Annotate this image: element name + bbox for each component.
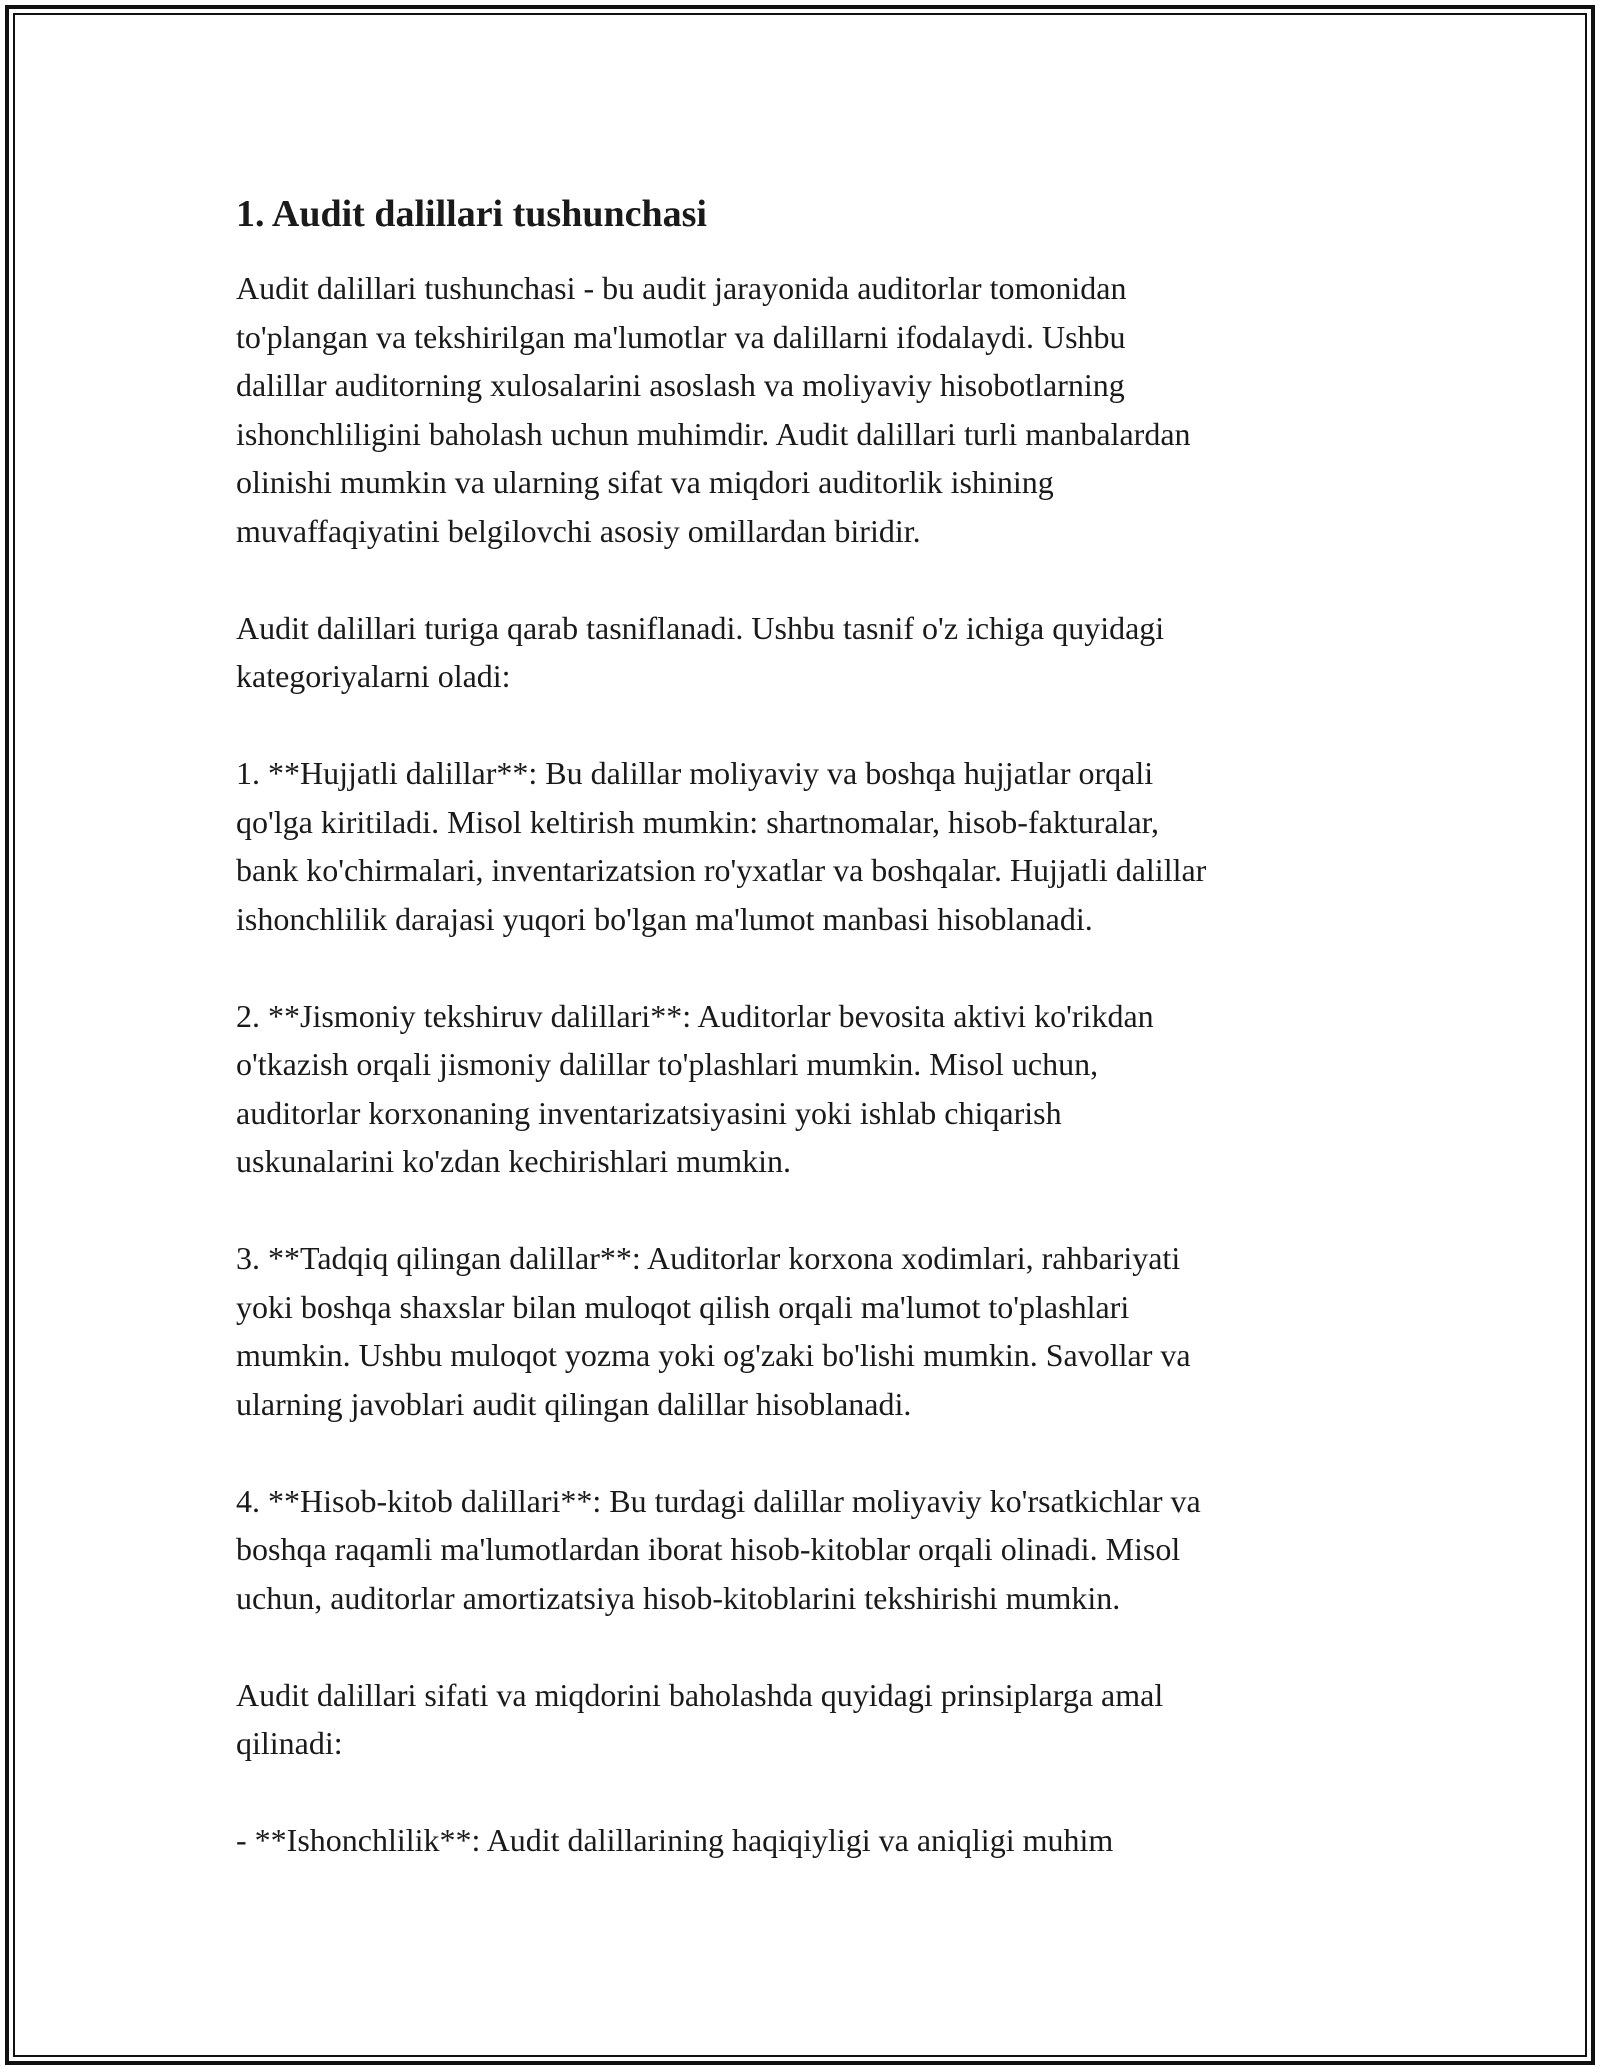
- text-line: qo'lga kiritiladi. Misol keltirish mumkin: shartnomalar, hisob-fakturalar,: [236, 803, 1160, 840]
- text-line: ishonchliligini baholash uchun muhimdir. Audit dalillari turli manbalardan: [236, 415, 1191, 452]
- text-line: bank ko'chirmalari, inventarizatsion ro'yxatlar va boshqalar. Hujjatli dalillar: [236, 852, 1207, 888]
- text-line: to'plangan va tekshirilgan ma'lumotlar va dalillarni ifodalaydi. Ushbu: [236, 318, 1126, 355]
- text-line: auditorlar korxonaning inventarizatsiyasini yoki ishlab chiqarish: [236, 1094, 1062, 1131]
- text-line: 1. **Hujjatli dalillar**: Bu dalillar moliyaviy va boshqa hujjatlar orqali: [236, 755, 1154, 791]
- text-line: Audit dalillari tushunchasi - bu audit jarayonida auditorlar tomonidan: [236, 270, 1127, 306]
- paragraph-classification: [236, 604, 1366, 701]
- text-line: boshqa raqamli ma'lumotlardan iborat hisob-kitoblar orqali olinadi. Misol: [236, 1531, 1181, 1567]
- text-line: Audit dalillari sifati va miqdorini baholashda quyidagi prinsiplarga amal: [236, 1676, 1164, 1713]
- text-line: qilinadi:: [236, 1725, 343, 1761]
- text-line: uskunalarini ko'zdan kechirishlari mumkin.: [236, 1143, 791, 1179]
- list-item-documentary-evidence: [236, 749, 1366, 943]
- text-line: ishonchlilik darajasi yuqori bo'lgan ma'lumot manbasi hisoblanadi.: [236, 900, 1093, 937]
- text-line: yoki boshqa shaxslar bilan muloqot qilish orqali ma'lumot to'plashlari: [236, 1288, 1130, 1325]
- text-line: Audit dalillari turiga qarab tasniflanadi. Ushbu tasnif o'z ichiga quyidagi: [236, 609, 1165, 646]
- text-line: 3. **Tadqiq qilingan dalillar**: Auditorlar korxona xodimlari, rahbariyati: [236, 1240, 1181, 1276]
- text-line: olinishi mumkin va ularning sifat va miqdori auditorlik ishining: [236, 464, 1054, 500]
- list-item-physical-evidence: [236, 992, 1366, 1186]
- text-line: ularning javoblari audit qilingan dalillar hisoblanadi.: [236, 1385, 912, 1422]
- text-line: 2. **Jismoniy tekshiruv dalillari**: Auditorlar bevosita aktivi ko'rikdan: [236, 997, 1154, 1034]
- bullet-reliability: [236, 1816, 1366, 1865]
- list-item-calculation-evidence: [236, 1477, 1366, 1623]
- paragraph-principles: [236, 1671, 1366, 1768]
- text-line: o'tkazish orqali jismoniy dalillar to'plashlari mumkin. Misol uchun,: [236, 1046, 1099, 1082]
- text-line: uchun, auditorlar amortizatsiya hisob-kitoblarini tekshirishi mumkin.: [236, 1579, 1121, 1616]
- text-line: mumkin. Ushbu muloqot yozma yoki og'zaki bo'lishi mumkin. Savollar va: [236, 1337, 1191, 1373]
- paragraph-definition: [236, 264, 1366, 555]
- document-body: [236, 186, 1366, 1913]
- list-item-inquiry-evidence: [236, 1234, 1366, 1428]
- text-line: 4. **Hisob-kitob dalillari**: Bu turdagi dalillar moliyaviy ko'rsatkichlar va: [236, 1482, 1201, 1519]
- section-heading: 1. Audit dalillari tushunchasi: [236, 193, 707, 235]
- text-line: kategoriyalarni oladi:: [236, 658, 511, 694]
- text-line: - **Ishonchlilik**: Audit dalillarining haqiqiyligi va aniqligi muhim: [236, 1822, 1114, 1858]
- text-line: muvaffaqiyatini belgilovchi asosiy omillardan biridir.: [236, 512, 921, 549]
- text-line: dalillar auditorning xulosalarini asoslash va moliyaviy hisobotlarning: [236, 367, 1125, 403]
